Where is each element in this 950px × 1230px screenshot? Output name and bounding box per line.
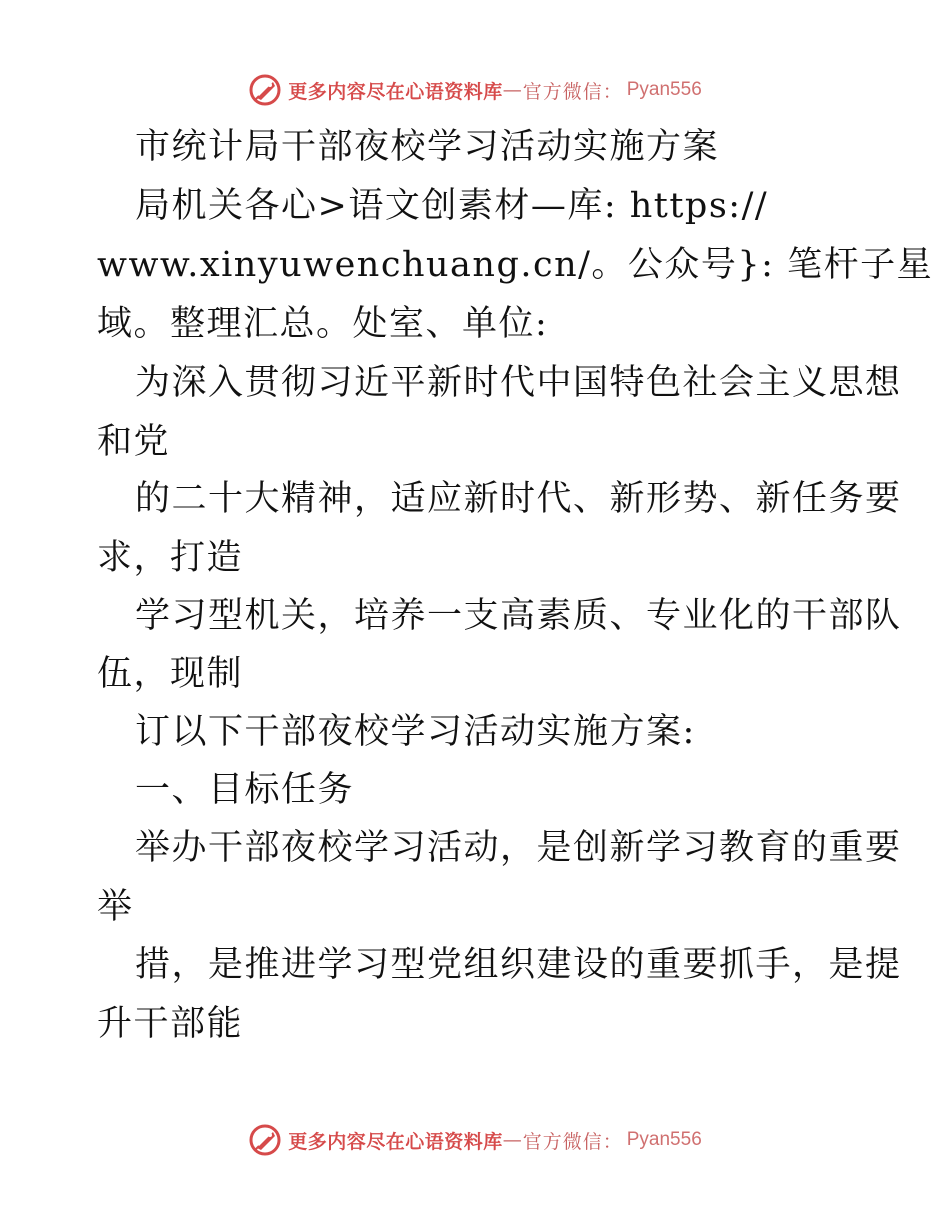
body-line: 升干部能 [97,1004,244,1044]
watermark-official-label: 官方微信： [522,80,623,103]
footer-watermark-text [288,1127,702,1154]
body-line: 举 [97,887,134,927]
section-heading: 一、目标任务 [135,770,355,810]
body-line: 伍，现制 [97,654,244,694]
watermark-wechat-id: Pyan556 [626,79,702,100]
document-title: 市统计局干部夜校学习活动实施方案 [135,127,720,167]
body-line: 和党 [97,422,171,462]
watermark-wechat-id: Pyan556 [626,1129,702,1150]
feather-pen-logo-icon [248,1123,282,1157]
body-line: 的二十大精神，适应新时代、新形势、新任务要 [135,479,902,519]
header-watermark [0,70,950,110]
body-line: 求，打造 [97,538,244,578]
body-line: 域。整理汇总。处室、单位: [97,304,549,344]
body-line: www.xinyuwenchuang.cn/。公众号}: 笔杆子星 [97,245,934,285]
header-watermark-text [288,77,702,104]
watermark-brand: 更多内容尽在心语资料库 [288,80,503,103]
body-line: 措，是推进学习型党组织建设的重要抓手，是提 [135,945,902,985]
body-line: 局机关各心>语文创素材—库: https:// [135,186,769,226]
feather-pen-logo-icon [248,73,282,107]
watermark-separator: — [502,1129,523,1151]
body-line: 为深入贯彻习近平新时代中国特色社会主义思想 [135,363,902,403]
watermark-separator: — [502,79,523,101]
body-line: 举办干部夜校学习活动，是创新学习教育的重要 [135,828,902,868]
footer-watermark [0,1120,950,1160]
body-line: 订以下干部夜校学习活动实施方案: [135,712,696,752]
body-line: 学习型机关，培养一支高素质、专业化的干部队 [135,596,902,636]
watermark-brand: 更多内容尽在心语资料库 [288,1130,503,1153]
watermark-official-label: 官方微信： [522,1130,623,1153]
